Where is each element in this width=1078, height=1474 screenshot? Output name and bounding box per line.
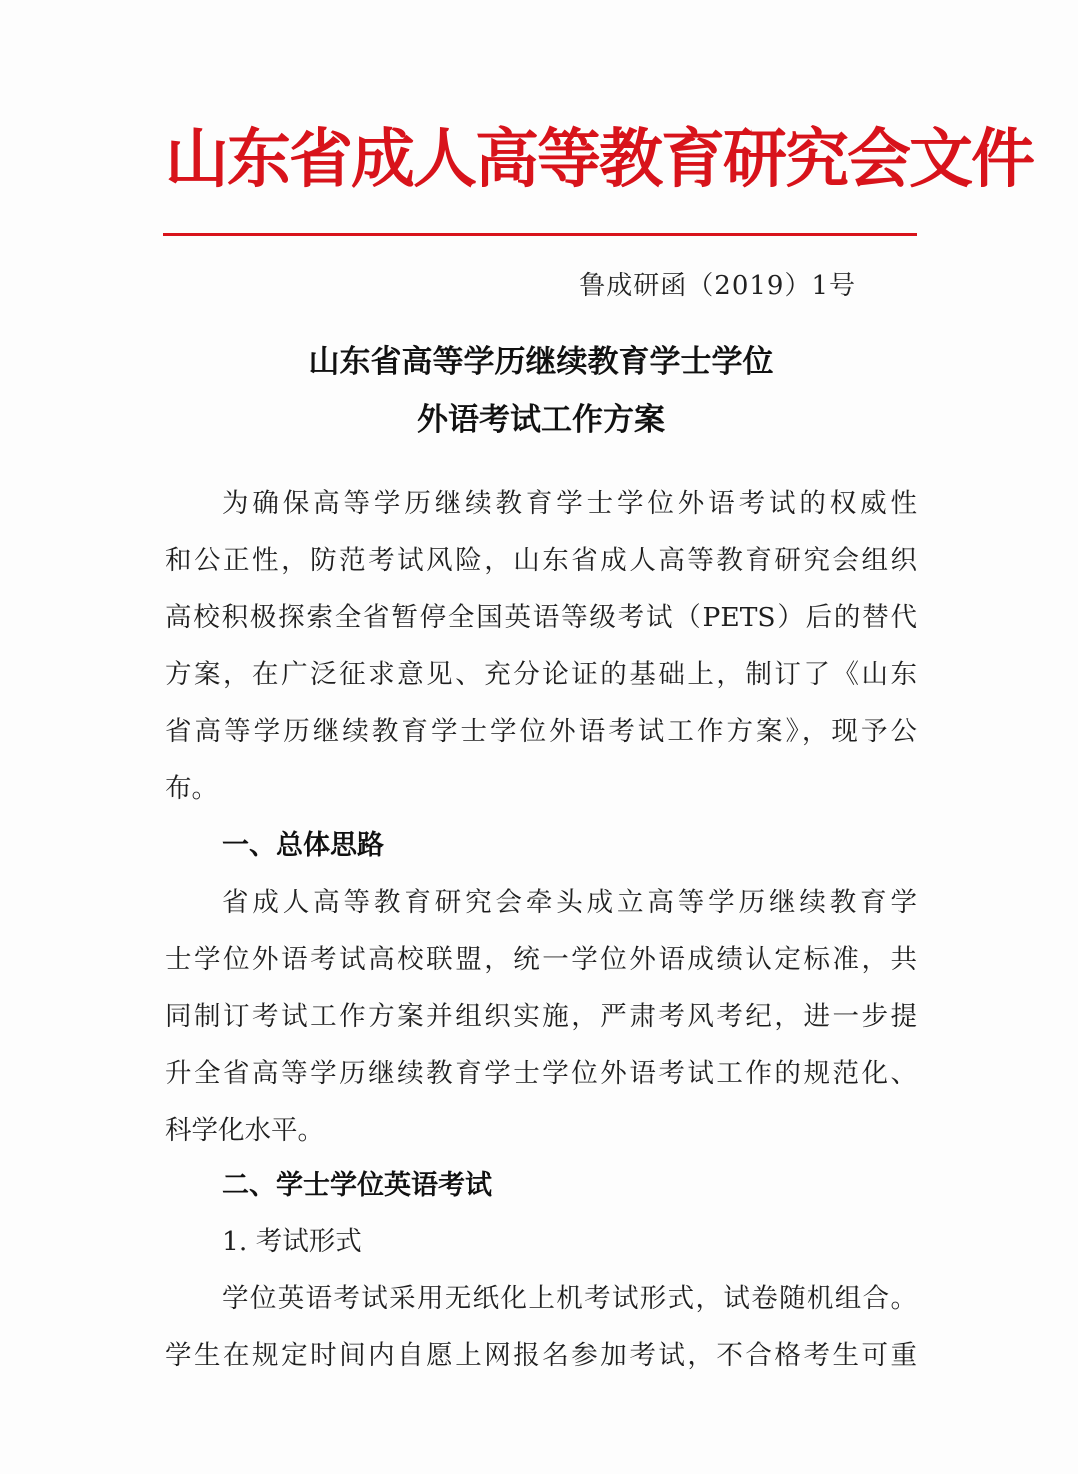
intro-line-6: 布。 (165, 773, 218, 804)
section-2-line-2: 学生在规定时间内自愿上网报名参加考试，不合格考生可重 (165, 1340, 917, 1371)
section-2-sub-1-heading: 1. 考试形式 (222, 1226, 362, 1257)
section-1-line-5: 科学化水平。 (165, 1115, 324, 1146)
section-1-line-1: 省成人高等教育研究会牵头成立高等学历继续教育学 (222, 887, 917, 918)
section-1-line-4: 升全省高等学历继续教育学士学位外语考试工作的规范化、 (165, 1058, 917, 1089)
intro-line-2: 和公正性，防范考试风险，山东省成人高等教育研究会组织 (165, 545, 917, 576)
document-title-line-2: 外语考试工作方案 (417, 402, 665, 438)
org-header-title: 山东省成人高等教育研究会文件 (165, 122, 1033, 197)
section-1-line-2: 士学位外语考试高校联盟，统一学位外语成绩认定标准，共 (165, 944, 917, 975)
red-divider-rule (163, 233, 917, 236)
intro-line-5: 省高等学历继续教育学士学位外语考试工作方案》，现予公 (165, 716, 917, 747)
section-2-line-1: 学位英语考试采用无纸化上机考试形式，试卷随机组合。 (222, 1283, 917, 1314)
intro-line-4: 方案，在广泛征求意见、充分论证的基础上，制订了《山东 (165, 659, 917, 690)
section-2-heading: 二、学士学位英语考试 (222, 1170, 492, 1201)
section-1-line-3: 同制订考试工作方案并组织实施，严肃考风考纪，进一步提 (165, 1001, 917, 1032)
document-number: 鲁成研函（2019）1号 (579, 271, 856, 301)
intro-line-1: 为确保高等学历继续教育学士学位外语考试的权威性 (222, 488, 917, 519)
intro-line-3: 高校积极探索全省暂停全国英语等级考试（PETS）后的替代 (165, 602, 917, 633)
document-title-line-1: 山东省高等学历继续教育学士学位 (308, 344, 774, 380)
section-1-heading: 一、总体思路 (222, 830, 384, 861)
